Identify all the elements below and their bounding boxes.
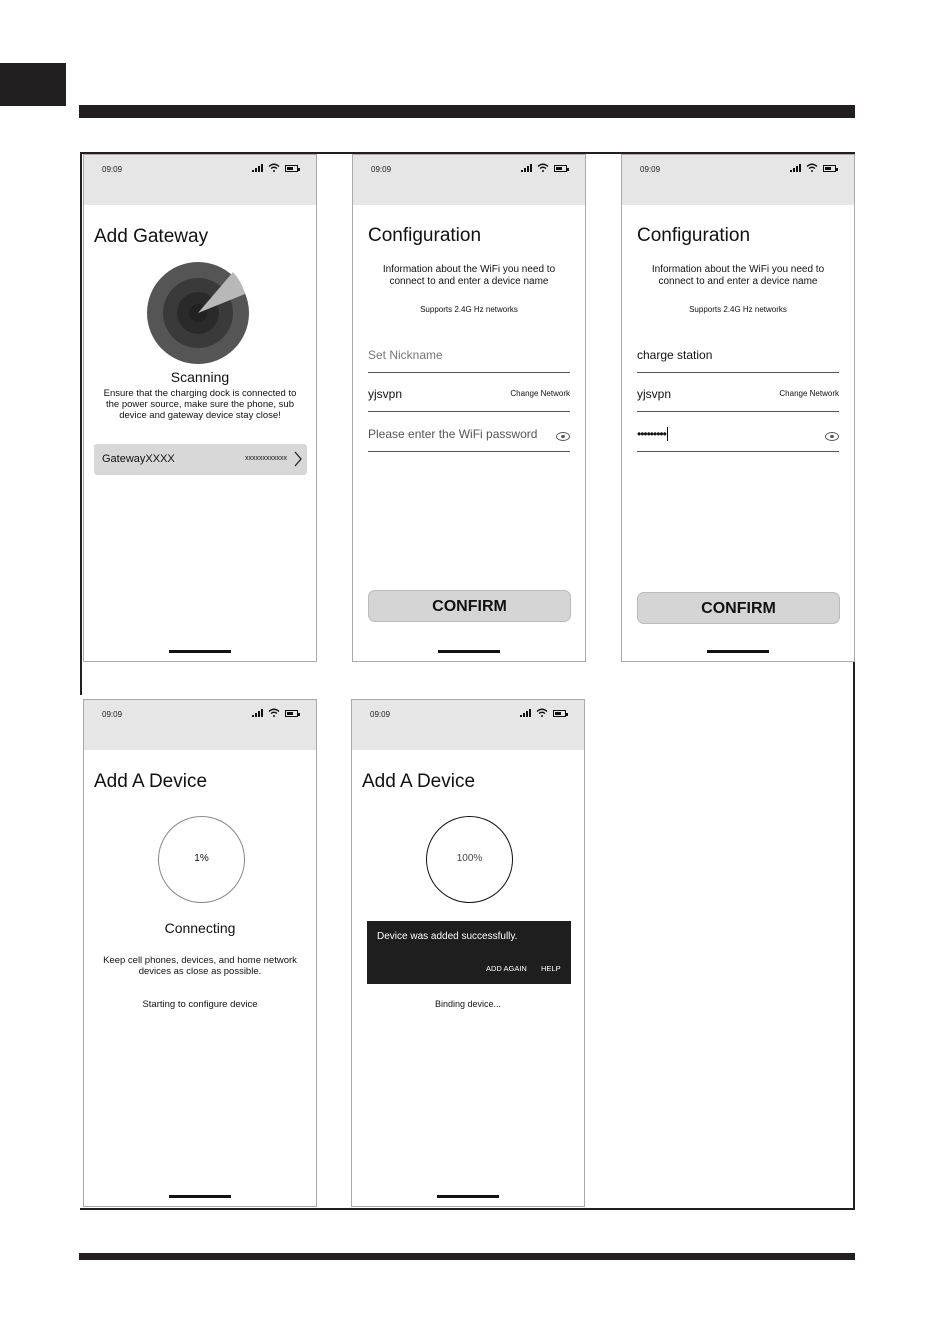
- password-field[interactable]: [637, 412, 839, 452]
- wifi-icon: [537, 163, 549, 172]
- status-icons: [790, 163, 836, 172]
- nickname-field[interactable]: [368, 333, 570, 373]
- progress-ring: [158, 816, 245, 903]
- network-field[interactable]: [637, 372, 839, 412]
- status-icons: [252, 708, 298, 717]
- home-indicator: [437, 1195, 499, 1198]
- status-bar: [84, 700, 316, 750]
- status-time: 09:09: [371, 165, 392, 174]
- status-bar: [352, 700, 584, 750]
- gateway-id: xxxxxxxxxxxx: [245, 455, 287, 462]
- status-bar: [353, 155, 585, 205]
- home-indicator: [438, 650, 500, 653]
- status-icons: [520, 708, 566, 717]
- eye-icon[interactable]: [556, 432, 570, 441]
- toast-message: Device was added successfully.: [377, 931, 518, 942]
- supports-note: Supports 2.4G Hz networks: [420, 305, 518, 314]
- battery-icon: [823, 165, 836, 172]
- wifi-icon: [268, 708, 280, 717]
- battery-icon: [285, 165, 298, 172]
- password-masked-value: •••••••••: [637, 427, 666, 441]
- nickname-value: charge station: [637, 348, 713, 362]
- status-bar: [84, 155, 316, 205]
- signal-icon: [521, 164, 532, 172]
- proximity-advice: Keep cell phones, devices, and home network devices as close as possible.: [103, 955, 297, 977]
- password-placeholder: Please enter the WiFi password: [368, 427, 538, 441]
- connecting-label: Connecting: [164, 920, 236, 936]
- page-title: Add Gateway: [94, 226, 209, 247]
- status-bar: [622, 155, 854, 205]
- wifi-info-text: Information about the WiFi you need to connect to and enter a device name: [651, 264, 825, 287]
- screen-configuration-empty: [352, 154, 586, 662]
- password-field[interactable]: [368, 412, 570, 452]
- change-network-link[interactable]: Change Network: [779, 389, 839, 398]
- gateway-list-item[interactable]: [94, 444, 307, 475]
- status-time: 09:09: [102, 710, 123, 719]
- signal-icon: [252, 164, 263, 172]
- page-title: Add A Device: [362, 771, 476, 792]
- battery-icon: [553, 710, 566, 717]
- network-name: yjsvpn: [637, 387, 672, 401]
- wifi-icon: [268, 163, 280, 172]
- supports-note: Supports 2.4G Hz networks: [689, 305, 787, 314]
- gateway-name: GatewayXXXX: [102, 453, 175, 465]
- scan-instructions: Ensure that the charging dock is connected to the power source, make sure the phone, sub device and gateway device stay close!: [103, 388, 297, 421]
- status-time: 09:09: [102, 165, 123, 174]
- wifi-icon: [536, 708, 548, 717]
- screen-add-device-success: [351, 699, 585, 1207]
- nickname-placeholder: Set Nickname: [368, 348, 443, 362]
- battery-icon: [554, 165, 567, 172]
- status-icons: [252, 163, 298, 172]
- page-title: Add A Device: [94, 771, 208, 792]
- wifi-info-text: Information about the WiFi you need to connect to and enter a device name: [382, 264, 556, 287]
- battery-icon: [285, 710, 298, 717]
- signal-icon: [790, 164, 801, 172]
- home-indicator: [707, 650, 769, 653]
- wifi-icon: [806, 163, 818, 172]
- progress-percent: 100%: [456, 853, 483, 864]
- header-rule: [79, 105, 855, 118]
- change-network-link[interactable]: Change Network: [510, 389, 570, 398]
- frame-bottom-line: [80, 1208, 855, 1210]
- chevron-right-icon: [293, 451, 303, 467]
- page-tab-marker: [0, 63, 66, 106]
- page-title: Configuration: [637, 225, 751, 246]
- progress-ring: [426, 816, 513, 903]
- binding-step: Binding device...: [434, 999, 502, 1009]
- configure-step: Starting to configure device: [142, 999, 258, 1010]
- signal-icon: [520, 709, 531, 717]
- status-icons: [521, 163, 567, 172]
- home-indicator: [169, 1195, 231, 1198]
- eye-icon[interactable]: [825, 432, 839, 441]
- status-time: 09:09: [370, 710, 391, 719]
- nickname-field[interactable]: [637, 333, 839, 373]
- confirm-button[interactable]: CONFIRM: [637, 592, 840, 624]
- screen-add-gateway: [83, 154, 317, 662]
- confirm-button[interactable]: CONFIRM: [368, 590, 571, 622]
- success-toast: [367, 921, 571, 984]
- progress-percent: 1%: [194, 853, 209, 864]
- network-name: yjsvpn: [368, 387, 403, 401]
- frame-left-line: [80, 152, 82, 695]
- page-title: Configuration: [368, 225, 482, 246]
- signal-icon: [252, 709, 263, 717]
- help-button[interactable]: HELP: [541, 964, 561, 973]
- home-indicator: [169, 650, 231, 653]
- network-field[interactable]: [368, 372, 570, 412]
- radar-scan-icon: [147, 262, 249, 364]
- screen-add-device-connecting: [83, 699, 317, 1207]
- screen-configuration-filled: [621, 154, 855, 662]
- footer-rule: [79, 1253, 855, 1260]
- status-time: 09:09: [640, 165, 661, 174]
- add-again-button[interactable]: ADD AGAIN: [486, 964, 527, 973]
- scanning-label: Scanning: [170, 369, 230, 385]
